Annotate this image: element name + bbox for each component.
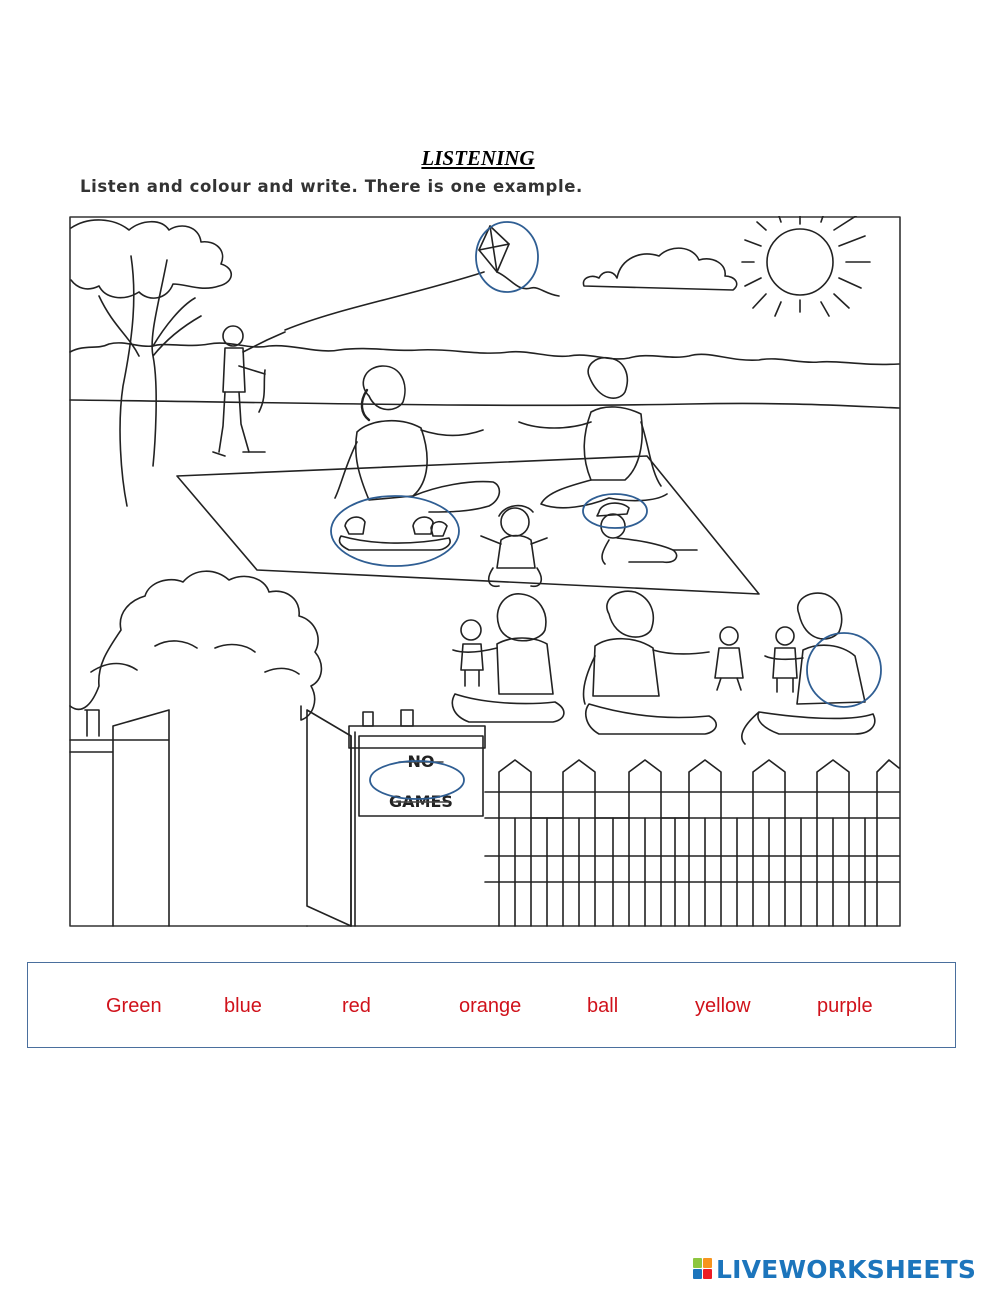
logo-text: LIVEWORKSHEETS — [716, 1254, 977, 1284]
cakes — [339, 517, 450, 550]
woman-left — [335, 366, 499, 512]
tree-canopy — [71, 220, 231, 298]
picnic-blanket — [177, 456, 759, 594]
liveworksheets-logo[interactable] — [693, 1252, 976, 1286]
picket-fence — [485, 760, 899, 926]
word-bank-item[interactable]: blue — [224, 995, 262, 1017]
word-bank-item[interactable]: red — [342, 995, 371, 1017]
doll-answer-circle[interactable] — [807, 633, 881, 707]
worksheet-title: LISTENING — [421, 146, 535, 170]
no-games-sign — [349, 710, 485, 816]
girl-left-with-doll — [452, 594, 564, 722]
hedge — [70, 343, 899, 365]
sun — [742, 216, 870, 316]
girl-right-with-doll — [742, 593, 875, 744]
woman-right — [519, 358, 667, 508]
cakes-answer-circle[interactable] — [331, 496, 459, 566]
kite — [479, 226, 559, 296]
cloud — [583, 248, 736, 290]
girl-middle — [583, 591, 716, 734]
sign-text-games: GAMES — [389, 792, 453, 811]
word-bank-item[interactable]: ball — [587, 995, 619, 1017]
gate-right — [307, 710, 355, 926]
word-bank-item[interactable]: Green — [106, 995, 162, 1017]
word-bank-item[interactable]: purple — [817, 995, 873, 1017]
scene-frame — [70, 217, 900, 926]
baby-sitting — [481, 506, 547, 587]
bush — [70, 571, 321, 720]
sign-text-no: NO — [407, 752, 435, 771]
doll-middle — [715, 627, 743, 690]
gate-left — [70, 710, 169, 926]
park-scene-illustration — [69, 216, 901, 927]
kite-string — [285, 272, 484, 330]
word-bank-item[interactable]: yellow — [695, 995, 751, 1017]
tree-trunk — [120, 256, 201, 506]
word-bank-box — [27, 962, 956, 1048]
liveworksheets-logo-icon — [693, 1258, 713, 1280]
instruction-text: Listen and colour and write. There is one example. — [80, 177, 583, 196]
word-bank-item[interactable]: orange — [459, 995, 522, 1017]
